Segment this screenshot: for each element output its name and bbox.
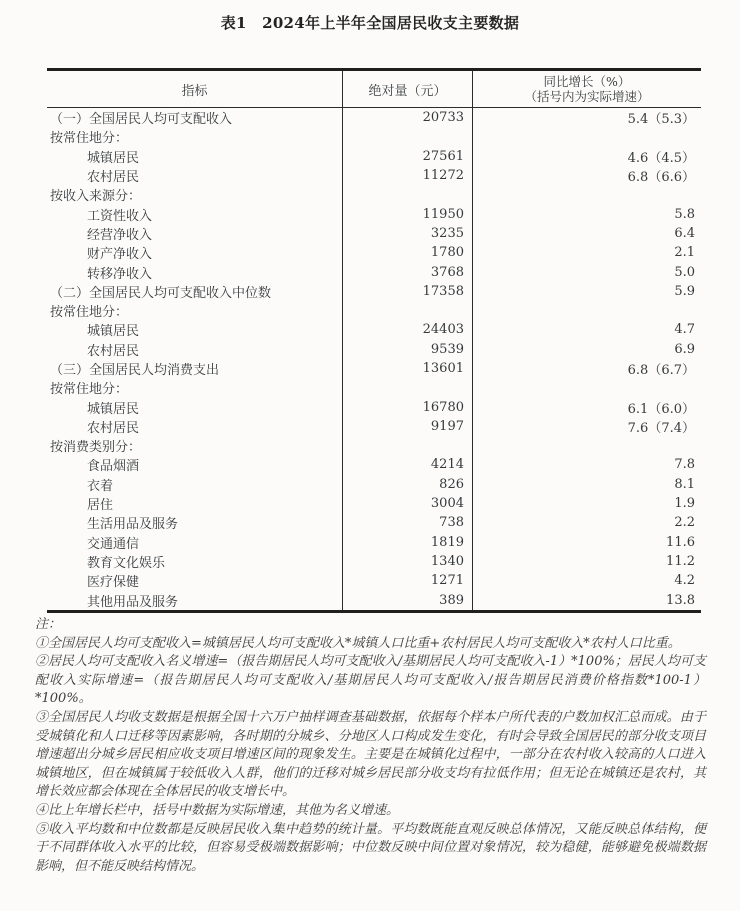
row-growth-value: 4.7	[674, 322, 695, 338]
page-title: 表1 2024年上半年全国居民收支主要数据	[220, 14, 520, 32]
table-row	[47, 301, 701, 320]
notes-label: 注：	[35, 617, 62, 632]
table-row	[47, 475, 701, 494]
row-absolute-value: 1819	[342, 533, 473, 552]
header-indicator: 指标	[181, 83, 208, 99]
header-yoy-growth-line2: （括号内为实际增速）	[524, 89, 650, 104]
table-row	[47, 436, 701, 455]
table-row	[47, 166, 701, 185]
row-indicator: 经营净收入	[87, 227, 153, 243]
row-absolute-value: 1340	[342, 552, 473, 571]
row-absolute-value: 3768	[342, 262, 473, 281]
table-row	[47, 262, 701, 281]
header-absolute-amount: 绝对量（元）	[342, 71, 473, 107]
row-indicator: 交通通信	[87, 536, 140, 552]
row-indicator: 城镇居民	[87, 150, 140, 166]
table-row	[47, 397, 701, 416]
row-growth-value: 6.1（6.0）	[627, 401, 695, 417]
note-item: ④比上年增长栏中，括号中数据为实际增速，其他为名义增速。	[35, 802, 400, 818]
table-row	[47, 224, 701, 243]
table-row	[47, 340, 701, 359]
table-header	[47, 71, 701, 108]
table-row	[47, 243, 701, 262]
row-growth-value: 13.8	[666, 592, 695, 608]
row-indicator: 居住	[87, 498, 114, 514]
table-row	[47, 108, 701, 127]
table-row	[47, 320, 701, 339]
table-row	[47, 282, 701, 301]
row-indicator: 按消费类别分：	[50, 440, 142, 456]
row-absolute-value	[342, 436, 473, 455]
row-indicator: 农村居民	[87, 420, 140, 436]
row-growth-value	[473, 127, 701, 146]
row-growth-value: 2.1	[674, 245, 695, 261]
row-absolute-value: 1271	[342, 571, 473, 590]
row-growth-value: 5.8	[674, 206, 695, 222]
header-yoy-growth	[473, 71, 701, 107]
row-indicator: 衣着	[87, 478, 114, 494]
table-row	[47, 185, 701, 204]
row-indicator: 农村居民	[87, 343, 140, 359]
note-item: ③全国居民人均收支数据是根据全国十六万户抽样调查基础数据，依据每个样本户所代表的户数加权汇总而成。由于受城镇化和人口迁移等因素影响，各时期的分城乡、分地区人口构成发生变化，有时会导致全国居民的部分收支项目增速超出分城乡居民相应收支项目增速区间的现象发生。主要是在城镇化过程中，一部分在农村收入较高的人口进入城镇地区，但在城镇属于较低收入人群，他们的迁移对城乡居民部分收支均有拉低作用；但无论在城镇还是农村，其增长效应都会体现在全体居民的收支增长中。	[35, 709, 706, 800]
row-growth-value: 5.9	[674, 283, 695, 299]
row-growth-value: 5.0	[674, 264, 695, 280]
table-row	[47, 417, 701, 436]
row-absolute-value: 3004	[342, 494, 473, 513]
notes-list	[35, 635, 706, 877]
table-row	[47, 552, 701, 571]
note-item: ①全国居民人均可支配收入=城镇居民人均可支配收入*城镇人口比重+农村居民人均可支配收入*农村人口比重。	[35, 635, 681, 651]
row-growth-value: 2.2	[674, 515, 695, 531]
row-absolute-value: 9539	[342, 340, 473, 359]
row-growth-value: 11.2	[666, 553, 695, 569]
row-growth-value: 7.8	[674, 457, 695, 473]
row-absolute-value: 1780	[342, 243, 473, 262]
row-absolute-value	[342, 185, 473, 204]
row-growth-value: 4.6（4.5）	[627, 150, 695, 166]
row-absolute-value: 3235	[342, 224, 473, 243]
table-row	[47, 590, 701, 609]
row-indicator: 食品烟酒	[87, 459, 140, 475]
note-item: ②居民人均可支配收入名义增速=（报告期居民人均可支配收入/基期居民人均可支配收入-1）*100%；居民人均可支配收入实际增速=（报告期居民人均可支配收入/基期居民人均可支配收入/报告期居民消费价格指数*100-1）*100%。	[35, 654, 706, 707]
row-indicator: 城镇居民	[87, 324, 140, 340]
row-absolute-value: 20733	[342, 108, 473, 127]
row-indicator: 按常住地分：	[50, 382, 129, 398]
row-absolute-value: 4214	[342, 455, 473, 474]
header-yoy-growth-line1: 同比增长（%）	[543, 73, 631, 89]
row-growth-value	[473, 436, 701, 455]
row-indicator: 按常住地分：	[50, 131, 129, 147]
row-absolute-value: 17358	[342, 282, 473, 301]
row-indicator: 工资性收入	[87, 208, 153, 224]
row-growth-value	[473, 301, 701, 320]
row-absolute-value: 826	[342, 475, 473, 494]
row-growth-value: 7.6（7.4）	[627, 420, 695, 436]
row-growth-value: 4.2	[674, 573, 695, 589]
row-growth-value: 6.8（6.7）	[627, 363, 695, 378]
row-growth-value: 11.6	[666, 534, 695, 550]
row-indicator: 医疗保健	[87, 575, 140, 591]
row-absolute-value	[342, 378, 473, 397]
row-indicator: （一）全国居民人均可支配收入	[50, 112, 233, 128]
row-growth-value	[473, 185, 701, 204]
notes-section	[35, 616, 706, 876]
table-row	[47, 533, 701, 552]
row-indicator: （二）全国居民人均可支配收入中位数	[50, 285, 272, 301]
row-growth-value: 8.1	[674, 476, 695, 492]
row-growth-value: 6.8（6.6）	[627, 170, 695, 186]
note-item: ⑤收入平均数和中位数都是反映居民收入集中趋势的统计量。平均数既能直观反映总体情况，又能反映总体结构，便于不同群体收入水平的比较，但容易受极端数据影响；中位数反映中间位置对象情况，较为稳健，能够避免极端数据影响，但不能反映结构情况。	[35, 821, 706, 874]
row-growth-value: 5.4（5.3）	[627, 112, 695, 128]
row-indicator: 农村居民	[87, 170, 140, 186]
table-row	[47, 571, 701, 590]
row-indicator: 按常住地分：	[50, 305, 129, 321]
table-row	[47, 378, 701, 397]
row-absolute-value: 11950	[342, 204, 473, 223]
table-row	[47, 127, 701, 146]
data-table	[47, 68, 701, 613]
row-growth-value: 1.9	[674, 496, 695, 512]
row-absolute-value: 24403	[342, 320, 473, 339]
row-absolute-value: 13601	[342, 359, 473, 378]
row-absolute-value: 27561	[342, 147, 473, 166]
table-body	[47, 108, 701, 610]
row-indicator: （三）全国居民人均消费支出	[50, 363, 220, 378]
table-row	[47, 204, 701, 223]
table-row	[47, 359, 701, 378]
row-growth-value: 6.4	[674, 225, 695, 241]
table-row	[47, 147, 701, 166]
row-growth-value	[473, 378, 701, 397]
row-absolute-value: 11272	[342, 166, 473, 185]
row-indicator: 生活用品及服务	[87, 517, 179, 533]
row-indicator: 教育文化娱乐	[87, 555, 166, 571]
row-absolute-value: 738	[342, 513, 473, 532]
table-row	[47, 513, 701, 532]
row-indicator: 按收入来源分：	[50, 189, 142, 205]
row-absolute-value	[342, 127, 473, 146]
row-indicator: 财产净收入	[87, 247, 153, 263]
row-indicator: 城镇居民	[87, 401, 140, 417]
row-indicator: 转移净收入	[87, 266, 153, 282]
row-absolute-value	[342, 301, 473, 320]
row-absolute-value: 16780	[342, 397, 473, 416]
row-indicator: 其他用品及服务	[87, 594, 179, 610]
row-growth-value: 6.9	[674, 341, 695, 357]
table-row	[47, 455, 701, 474]
table-row	[47, 494, 701, 513]
row-absolute-value: 389	[342, 590, 473, 609]
row-absolute-value: 9197	[342, 417, 473, 436]
